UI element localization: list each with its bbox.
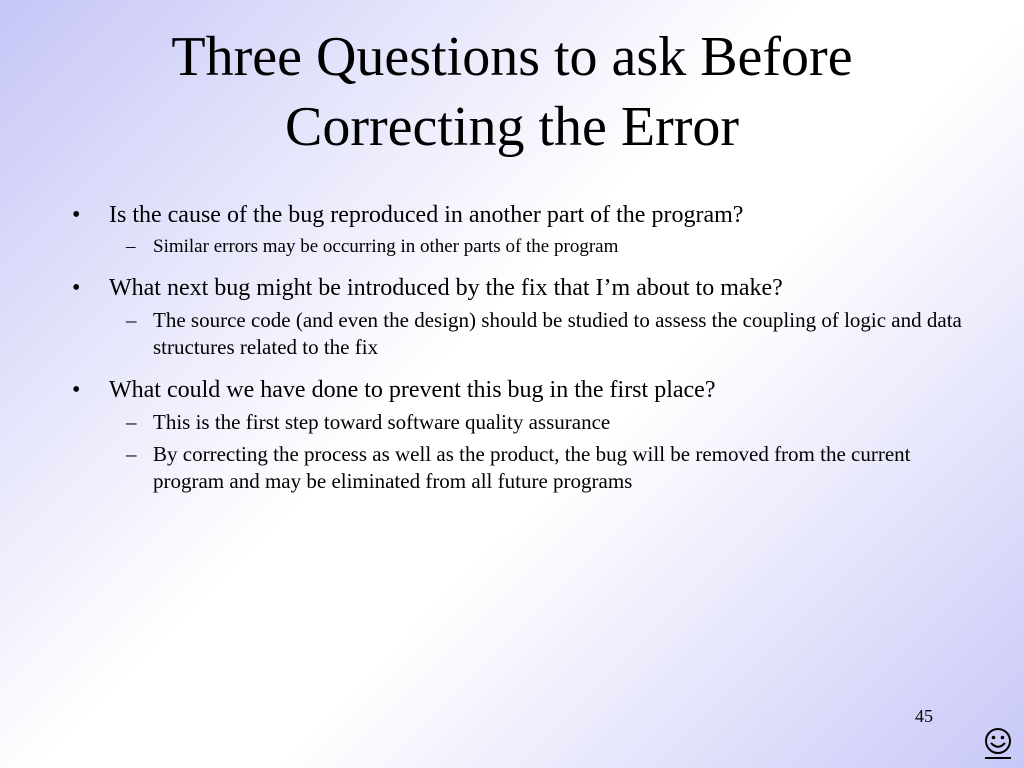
bullet-marker: •	[72, 202, 81, 228]
bullet-marker: •	[72, 377, 81, 403]
sub-bullet-marker: –	[126, 308, 137, 332]
bullet-text: What could we have done to prevent this bug in the first place?	[109, 377, 716, 403]
sub-bullet-item-3-1	[0, 409, 1024, 436]
bullet-marker: •	[72, 275, 81, 301]
sub-bullet-text: Similar errors may be occurring in other parts of the program	[153, 236, 619, 257]
bullet-item-1	[0, 198, 1024, 232]
sub-bullet-marker: –	[126, 410, 137, 434]
sub-bullet-text: This is the first step toward software quality assurance	[153, 410, 611, 434]
sub-bullet-item-1-1	[0, 234, 1024, 259]
page-number: 45	[915, 706, 933, 726]
sub-bullet-marker: –	[126, 236, 136, 257]
smiley-face-icon	[983, 726, 1013, 760]
sub-bullet-text: The source code (and even the design) should be studied to assess the coupling of logic and data structures related to the fix	[153, 308, 962, 359]
sub-bullet-text: By correcting the process as well as the product, the bug will be removed from the current program and may be eliminated from all future programs	[153, 442, 911, 493]
sub-bullet-item-2-1	[0, 307, 1024, 361]
bullet-item-2	[0, 271, 1024, 305]
sub-bullet-item-3-2	[0, 441, 1024, 495]
bullet-text: Is the cause of the bug reproduced in another part of the program?	[109, 202, 744, 228]
bullet-item-3	[0, 373, 1024, 407]
bullet-text: What next bug might be introduced by the fix that I’m about to make?	[109, 275, 783, 301]
title-line-1: Three Questions to ask Before	[171, 26, 853, 88]
slide-body	[0, 198, 1024, 500]
title-line-2: Correcting the Error	[284, 96, 740, 158]
slide-title	[60, 22, 964, 162]
sub-bullet-marker: –	[126, 442, 137, 466]
